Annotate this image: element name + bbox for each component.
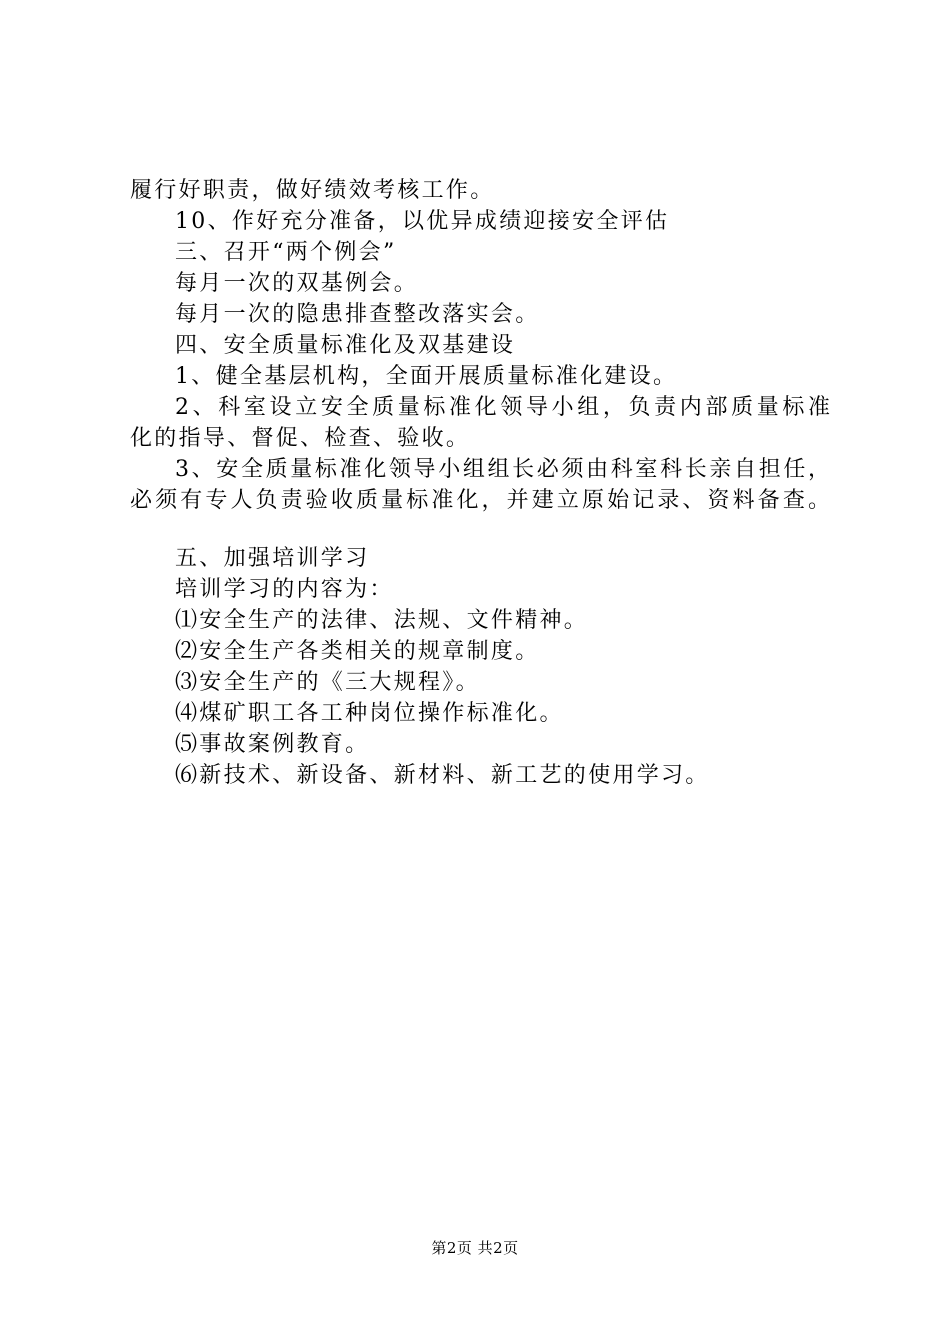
list-item: 1、健全基层机构，全面开展质量标准化建设。 (175, 364, 678, 389)
paragraph-line: 必须有专人负责验收质量标准化，并建立原始记录、资料备查。 (130, 488, 830, 513)
section-heading: 四、安全质量标准化及双基建设 (175, 333, 516, 358)
list-item: 每月一次的双基例会。 (175, 271, 419, 296)
list-item: 每月一次的隐患排查整改落实会。 (175, 302, 540, 327)
list-item: 2、科室设立安全质量标准化领导小组，负责内部质量标准 (175, 395, 830, 420)
list-item: ⑶安全生产的《三大规程》。 (175, 670, 480, 695)
list-item: 3、安全质量标准化领导小组组长必须由科室科长亲自担任， (175, 457, 830, 482)
section-heading: 五、加强培训学习 (175, 546, 370, 571)
section-heading: 三、召开“两个例会” (175, 240, 397, 265)
list-item: ⑷煤矿职工各工种岗位操作标准化。 (175, 701, 564, 726)
list-item: ⑵安全生产各类相关的规章制度。 (175, 639, 540, 664)
paragraph-line: 履行好职责，做好绩效考核工作。 (130, 178, 495, 203)
paragraph-line: 培训学习的内容为： (175, 577, 394, 602)
list-item: ⑸事故案例教育。 (175, 732, 370, 757)
list-item: ⑹新技术、新设备、新材料、新工艺的使用学习。 (175, 763, 710, 788)
list-item: 10、作好充分准备，以优异成绩迎接安全评估 (175, 209, 670, 234)
list-item: ⑴安全生产的法律、法规、文件精神。 (175, 608, 589, 633)
paragraph-line: 化的指导、督促、检查、验收。 (130, 426, 471, 451)
page-number-footer: 第2页 共2页 (431, 1239, 519, 1257)
